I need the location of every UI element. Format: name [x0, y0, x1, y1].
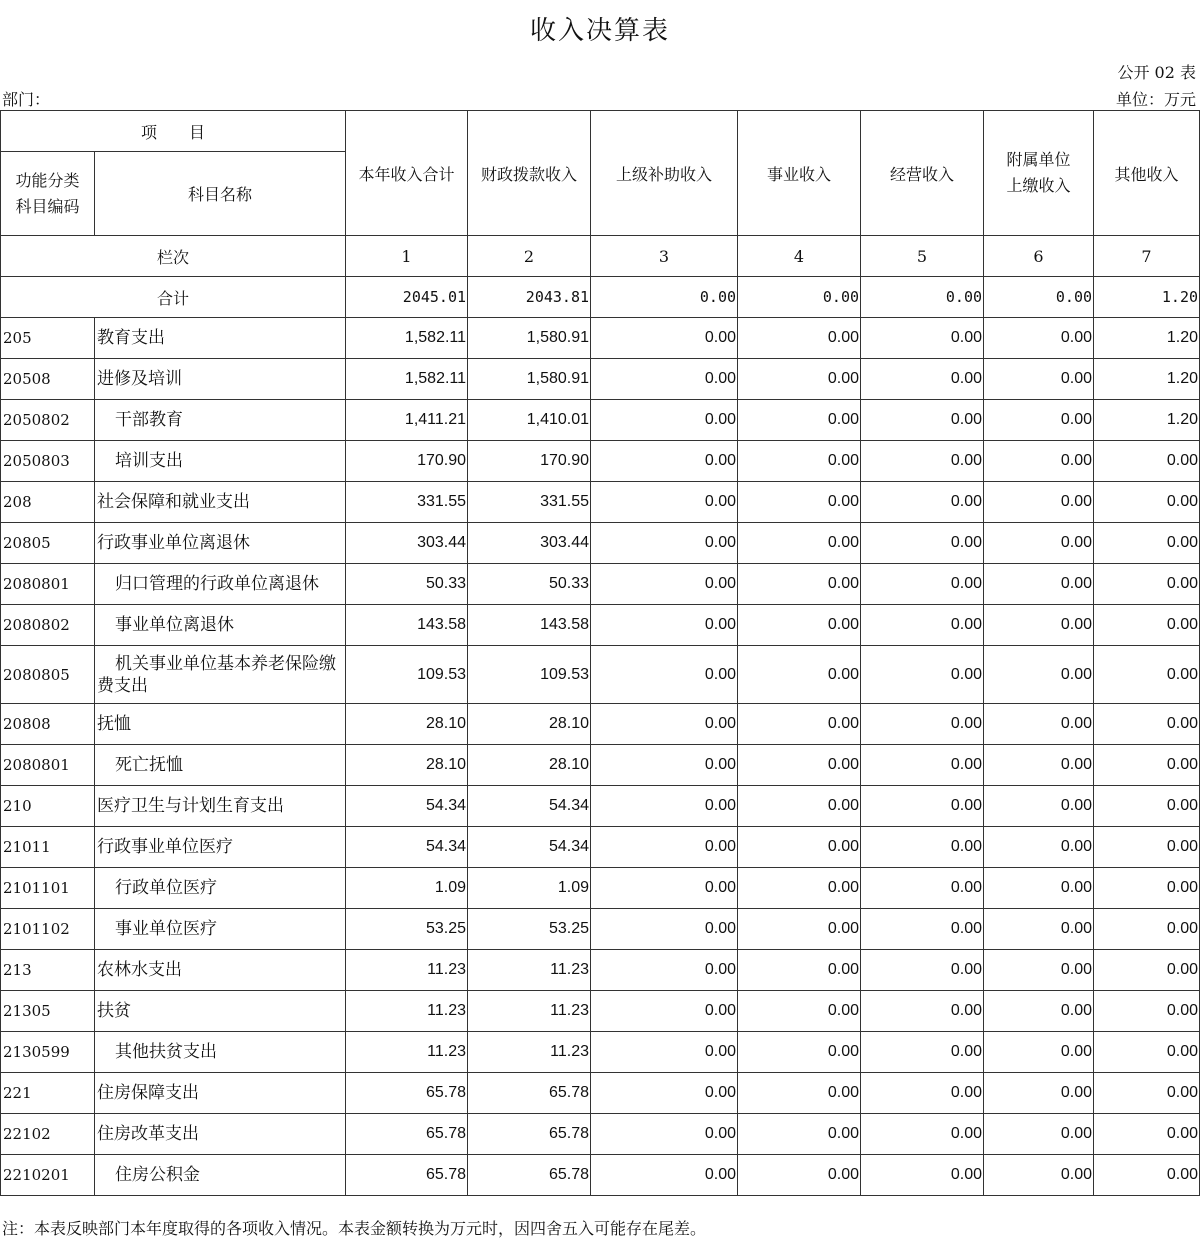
row-value: 54.34 [468, 786, 591, 827]
row-name: 医疗卫生与计划生育支出 [95, 786, 346, 827]
row-value: 1.20 [1094, 359, 1200, 400]
row-value: 0.00 [861, 827, 984, 868]
row-value: 0.00 [738, 950, 861, 991]
row-name: 进修及培训 [95, 359, 346, 400]
table-row [1, 482, 1200, 523]
row-code: 221 [1, 1073, 95, 1114]
row-value: 0.00 [984, 564, 1094, 605]
row-value: 0.00 [591, 441, 738, 482]
row-value: 11.23 [468, 950, 591, 991]
header-col-3: 上级补助收入 [591, 111, 738, 236]
row-name: 社会保障和就业支出 [95, 482, 346, 523]
row-value: 65.78 [346, 1155, 468, 1196]
row-value: 54.34 [468, 827, 591, 868]
row-value: 0.00 [861, 441, 984, 482]
row-code: 2130599 [1, 1032, 95, 1073]
header-col-2: 财政拨款收入 [468, 111, 591, 236]
row-name: 事业单位医疗 [95, 909, 346, 950]
row-value: 0.00 [984, 318, 1094, 359]
row-value: 11.23 [346, 950, 468, 991]
table-row [1, 523, 1200, 564]
row-value: 0.00 [861, 950, 984, 991]
row-value: 0.00 [1094, 523, 1200, 564]
row-value: 1,411.21 [346, 400, 468, 441]
row-value: 303.44 [346, 523, 468, 564]
row-value: 28.10 [346, 704, 468, 745]
row-code: 2050803 [1, 441, 95, 482]
total-value: 2043.81 [468, 277, 591, 318]
row-code: 2080801 [1, 564, 95, 605]
row-value: 1,582.11 [346, 359, 468, 400]
row-value: 0.00 [1094, 868, 1200, 909]
row-value: 0.00 [591, 745, 738, 786]
row-value: 11.23 [346, 991, 468, 1032]
header-col-6: 附属单位 上缴收入 [984, 111, 1094, 236]
row-name: 住房改革支出 [95, 1114, 346, 1155]
row-code: 210 [1, 786, 95, 827]
row-code: 20805 [1, 523, 95, 564]
table-row [1, 991, 1200, 1032]
total-row [1, 277, 1200, 318]
row-value: 54.34 [346, 827, 468, 868]
row-code: 213 [1, 950, 95, 991]
header-col-4: 事业收入 [738, 111, 861, 236]
row-value: 0.00 [738, 991, 861, 1032]
col-number: 3 [591, 236, 738, 277]
row-code: 22102 [1, 1114, 95, 1155]
row-value: 0.00 [984, 523, 1094, 564]
row-value: 0.00 [984, 868, 1094, 909]
table-row [1, 704, 1200, 745]
row-value: 1,582.11 [346, 318, 468, 359]
table-row [1, 318, 1200, 359]
row-value: 0.00 [591, 1155, 738, 1196]
page-title: 收入决算表 [529, 16, 670, 46]
col-number: 2 [468, 236, 591, 277]
row-value: 0.00 [861, 605, 984, 646]
header-project: 项 目 [1, 111, 346, 152]
row-value: 0.00 [861, 359, 984, 400]
row-code: 2080805 [1, 646, 95, 704]
table-row [1, 745, 1200, 786]
row-value: 0.00 [861, 482, 984, 523]
row-value: 0.00 [738, 909, 861, 950]
row-value: 0.00 [591, 704, 738, 745]
total-value: 0.00 [861, 277, 984, 318]
row-value: 0.00 [1094, 646, 1200, 704]
row-value: 0.00 [984, 950, 1094, 991]
row-value: 0.00 [591, 991, 738, 1032]
row-value: 0.00 [861, 1032, 984, 1073]
row-value: 0.00 [591, 1073, 738, 1114]
row-value: 0.00 [1094, 909, 1200, 950]
row-value: 1,580.91 [468, 318, 591, 359]
row-value: 331.55 [468, 482, 591, 523]
row-value: 0.00 [984, 1032, 1094, 1073]
table-row [1, 359, 1200, 400]
total-value: 0.00 [738, 277, 861, 318]
row-value: 0.00 [861, 564, 984, 605]
row-value: 170.90 [468, 441, 591, 482]
total-value: 0.00 [591, 277, 738, 318]
col-number: 6 [984, 236, 1094, 277]
row-value: 0.00 [984, 1073, 1094, 1114]
row-name: 干部教育 [95, 400, 346, 441]
row-value: 0.00 [861, 646, 984, 704]
row-value: 0.00 [738, 827, 861, 868]
row-value: 0.00 [861, 400, 984, 441]
row-value: 11.23 [346, 1032, 468, 1073]
row-value: 1.20 [1094, 400, 1200, 441]
header-subject-name: 科目名称 [95, 152, 346, 236]
row-value: 0.00 [591, 523, 738, 564]
row-value: 1.09 [346, 868, 468, 909]
row-value: 303.44 [468, 523, 591, 564]
form-code: 公开 02 表 [1117, 63, 1196, 82]
table-row [1, 950, 1200, 991]
row-value: 0.00 [738, 1032, 861, 1073]
row-value: 0.00 [1094, 441, 1200, 482]
row-value: 0.00 [738, 359, 861, 400]
header-col-1: 本年收入合计 [346, 111, 468, 236]
row-value: 0.00 [861, 523, 984, 564]
row-name: 扶贫 [95, 991, 346, 1032]
row-value: 0.00 [1094, 786, 1200, 827]
row-value: 0.00 [861, 1073, 984, 1114]
row-value: 0.00 [738, 441, 861, 482]
footnote: 注：本表反映部门本年度取得的各项收入情况。本表金额转换为万元时，因四舍五入可能存在尾差。 [2, 1219, 707, 1238]
total-value: 2045.01 [346, 277, 468, 318]
row-value: 65.78 [468, 1155, 591, 1196]
row-value: 0.00 [1094, 827, 1200, 868]
row-value: 0.00 [1094, 991, 1200, 1032]
table-row [1, 646, 1200, 704]
row-value: 54.34 [346, 786, 468, 827]
row-value: 170.90 [346, 441, 468, 482]
row-value: 0.00 [861, 318, 984, 359]
row-value: 0.00 [738, 523, 861, 564]
row-code: 20808 [1, 704, 95, 745]
row-name: 培训支出 [95, 441, 346, 482]
row-value: 0.00 [591, 1032, 738, 1073]
row-value: 0.00 [738, 400, 861, 441]
row-value: 143.58 [468, 605, 591, 646]
row-value: 0.00 [861, 745, 984, 786]
row-value: 11.23 [468, 991, 591, 1032]
row-name: 死亡抚恤 [95, 745, 346, 786]
row-value: 0.00 [984, 991, 1094, 1032]
row-name: 其他扶贫支出 [95, 1032, 346, 1073]
row-value: 0.00 [1094, 950, 1200, 991]
row-name: 事业单位离退休 [95, 605, 346, 646]
row-value: 0.00 [1094, 1114, 1200, 1155]
header-col-7: 其他收入 [1094, 111, 1200, 236]
row-value: 0.00 [861, 868, 984, 909]
row-value: 0.00 [984, 704, 1094, 745]
row-code: 205 [1, 318, 95, 359]
row-name: 住房公积金 [95, 1155, 346, 1196]
row-value: 0.00 [1094, 564, 1200, 605]
row-value: 0.00 [984, 909, 1094, 950]
row-name: 行政事业单位医疗 [95, 827, 346, 868]
table-row [1, 1073, 1200, 1114]
row-value: 0.00 [984, 441, 1094, 482]
header-func-code: 功能分类 科目编码 [1, 152, 95, 236]
row-name: 行政事业单位离退休 [95, 523, 346, 564]
row-code: 208 [1, 482, 95, 523]
row-value: 0.00 [738, 318, 861, 359]
row-value: 109.53 [468, 646, 591, 704]
row-value: 0.00 [738, 564, 861, 605]
row-value: 0.00 [738, 1155, 861, 1196]
row-value: 0.00 [1094, 1155, 1200, 1196]
row-value: 1.20 [1094, 318, 1200, 359]
row-value: 0.00 [984, 605, 1094, 646]
row-value: 0.00 [591, 400, 738, 441]
row-value: 0.00 [591, 605, 738, 646]
row-value: 65.78 [346, 1114, 468, 1155]
row-value: 50.33 [346, 564, 468, 605]
unit-label: 单位：万元 [1115, 90, 1196, 109]
total-label: 合计 [1, 277, 346, 318]
row-value: 0.00 [984, 400, 1094, 441]
row-value: 0.00 [984, 482, 1094, 523]
row-code: 20508 [1, 359, 95, 400]
row-code: 21305 [1, 991, 95, 1032]
row-value: 0.00 [738, 1073, 861, 1114]
row-value: 0.00 [738, 704, 861, 745]
row-name: 农林水支出 [95, 950, 346, 991]
total-value: 0.00 [984, 277, 1094, 318]
col-index-row [1, 236, 1200, 277]
row-name: 行政单位医疗 [95, 868, 346, 909]
table-row [1, 1032, 1200, 1073]
row-value: 0.00 [738, 868, 861, 909]
row-code: 2101101 [1, 868, 95, 909]
row-value: 0.00 [591, 482, 738, 523]
table-row [1, 400, 1200, 441]
row-value: 0.00 [984, 1114, 1094, 1155]
col-number: 5 [861, 236, 984, 277]
table-row [1, 605, 1200, 646]
row-value: 0.00 [861, 1155, 984, 1196]
row-value: 0.00 [861, 909, 984, 950]
row-value: 11.23 [468, 1032, 591, 1073]
row-value: 50.33 [468, 564, 591, 605]
table-row [1, 868, 1200, 909]
row-value: 0.00 [984, 1155, 1094, 1196]
row-value: 0.00 [738, 482, 861, 523]
row-value: 53.25 [346, 909, 468, 950]
row-value: 0.00 [591, 1114, 738, 1155]
row-value: 0.00 [984, 745, 1094, 786]
table-row [1, 564, 1200, 605]
row-value: 0.00 [591, 827, 738, 868]
row-value: 1,410.01 [468, 400, 591, 441]
total-value: 1.20 [1094, 277, 1200, 318]
row-value: 0.00 [984, 786, 1094, 827]
row-code: 2080802 [1, 605, 95, 646]
row-value: 109.53 [346, 646, 468, 704]
row-value: 53.25 [468, 909, 591, 950]
row-value: 0.00 [1094, 704, 1200, 745]
table-row [1, 909, 1200, 950]
row-value: 0.00 [984, 646, 1094, 704]
row-value: 0.00 [1094, 1032, 1200, 1073]
row-code: 2210201 [1, 1155, 95, 1196]
table-row [1, 827, 1200, 868]
table-row [1, 786, 1200, 827]
table-row [1, 441, 1200, 482]
row-name: 住房保障支出 [95, 1073, 346, 1114]
row-value: 1.09 [468, 868, 591, 909]
row-value: 0.00 [1094, 745, 1200, 786]
row-value: 0.00 [1094, 605, 1200, 646]
table-row [1, 1114, 1200, 1155]
row-name: 归口管理的行政单位离退休 [95, 564, 346, 605]
row-value: 0.00 [738, 605, 861, 646]
row-code: 2080801 [1, 745, 95, 786]
table-row [1, 1155, 1200, 1196]
dept-label: 部门： [2, 90, 51, 109]
col-number: 1 [346, 236, 468, 277]
row-value: 0.00 [591, 950, 738, 991]
row-name: 教育支出 [95, 318, 346, 359]
row-value: 0.00 [984, 359, 1094, 400]
row-value: 0.00 [1094, 1073, 1200, 1114]
row-value: 0.00 [591, 646, 738, 704]
header-col-5: 经营收入 [861, 111, 984, 236]
row-value: 0.00 [861, 704, 984, 745]
row-value: 0.00 [738, 745, 861, 786]
row-value: 0.00 [861, 991, 984, 1032]
row-code: 2101102 [1, 909, 95, 950]
row-value: 65.78 [468, 1114, 591, 1155]
row-value: 1,580.91 [468, 359, 591, 400]
row-value: 65.78 [468, 1073, 591, 1114]
row-name: 机关事业单位基本养老保险缴费支出 [95, 646, 346, 704]
income-table [0, 110, 1200, 1196]
row-value: 0.00 [591, 786, 738, 827]
row-value: 28.10 [468, 704, 591, 745]
row-value: 0.00 [738, 786, 861, 827]
row-code: 21011 [1, 827, 95, 868]
row-value: 28.10 [468, 745, 591, 786]
row-value: 0.00 [591, 909, 738, 950]
row-value: 143.58 [346, 605, 468, 646]
row-value: 28.10 [346, 745, 468, 786]
col-index-label: 栏次 [1, 236, 346, 277]
row-value: 65.78 [346, 1073, 468, 1114]
col-number: 4 [738, 236, 861, 277]
row-value: 0.00 [591, 318, 738, 359]
row-value: 0.00 [984, 827, 1094, 868]
row-value: 0.00 [591, 359, 738, 400]
row-value: 0.00 [1094, 482, 1200, 523]
row-value: 0.00 [591, 564, 738, 605]
row-value: 0.00 [591, 868, 738, 909]
row-value: 0.00 [738, 1114, 861, 1155]
row-value: 331.55 [346, 482, 468, 523]
row-value: 0.00 [861, 1114, 984, 1155]
row-name: 抚恤 [95, 704, 346, 745]
row-value: 0.00 [861, 786, 984, 827]
row-value: 0.00 [738, 646, 861, 704]
col-number: 7 [1094, 236, 1200, 277]
row-code: 2050802 [1, 400, 95, 441]
